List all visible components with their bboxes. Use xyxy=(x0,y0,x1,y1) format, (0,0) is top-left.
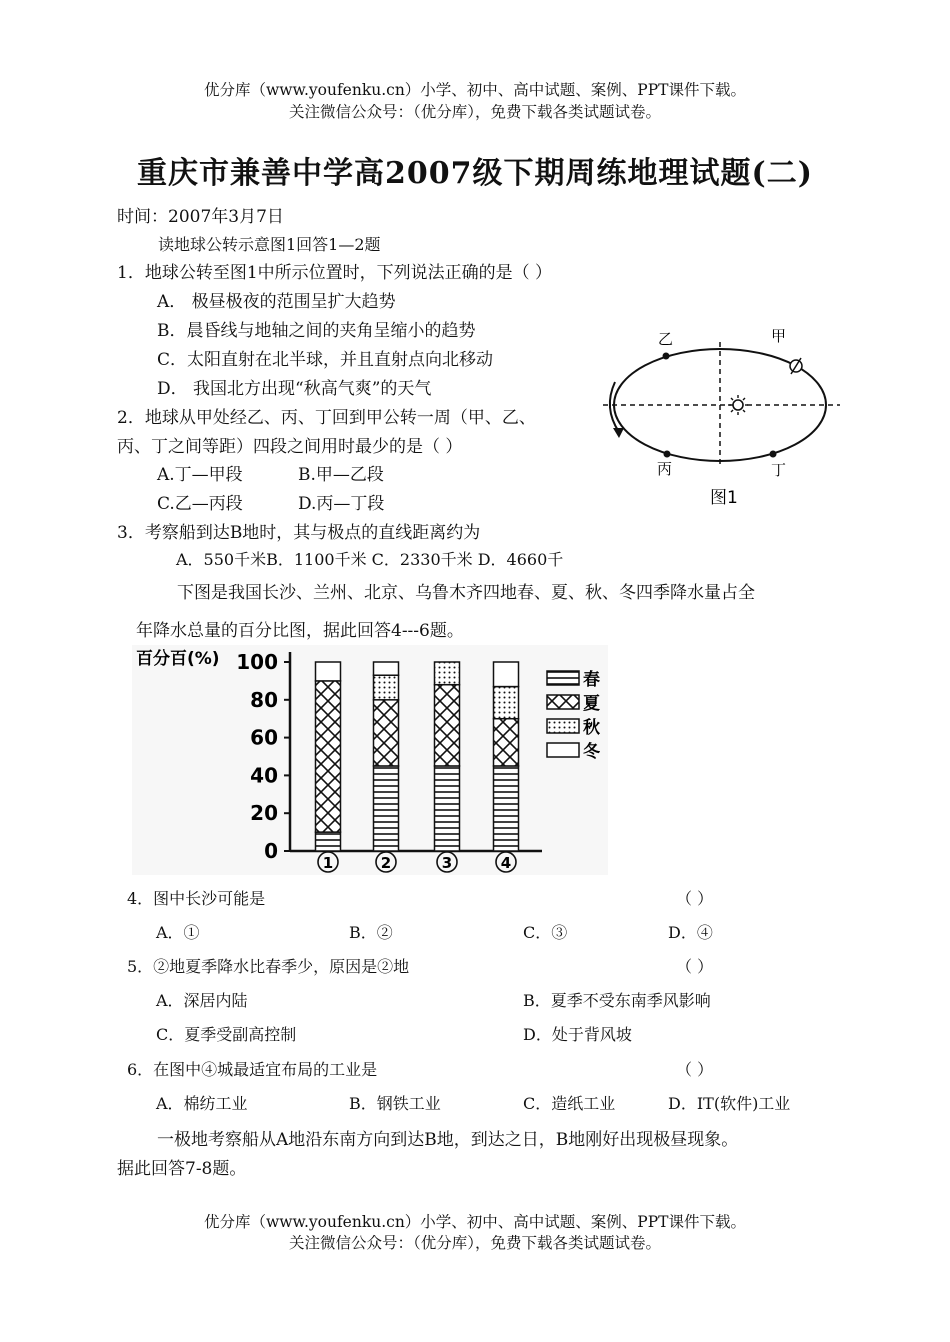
q5-stem: 5．②地夏季降水比春季少，原因是②地 xyxy=(127,957,410,976)
legend-swatch xyxy=(547,743,579,757)
bar-segment-秋 xyxy=(494,687,519,719)
q2-option-a: A.丁—甲段 xyxy=(157,465,243,485)
sun-icon xyxy=(728,395,748,415)
q1-option-d: D． 我国北方出现“秋高气爽”的天气 xyxy=(157,379,432,399)
bar-segment-冬 xyxy=(374,662,399,675)
q6-answer-paren: （ ） xyxy=(676,1060,714,1079)
category-label: 3 xyxy=(441,854,453,872)
legend-swatch xyxy=(547,695,579,709)
q2-option-c: C.乙—丙段 xyxy=(157,494,243,514)
y-tick-label: 20 xyxy=(250,801,278,826)
bar-segment-秋 xyxy=(435,662,460,685)
q3-stem: 3．考察船到达B地时，其与极点的直线距离约为 xyxy=(117,523,481,543)
q4-stem: 4．图中长沙可能是 xyxy=(127,889,266,908)
label-bing: 丙 xyxy=(657,460,673,478)
q5-option-b: B．夏季不受东南季风影响 xyxy=(523,991,711,1010)
label-yi: 乙 xyxy=(658,330,674,348)
bar-segment-夏 xyxy=(374,700,399,766)
footer-line-2: 关注微信公众号：（优分库），免费下载各类试题试卷。 xyxy=(288,1234,661,1252)
figure-1-caption: 图1 xyxy=(710,488,738,508)
earth-jia-icon xyxy=(790,358,802,374)
footer-line-1: 优分库（www.youfenku.cn）小学、初中、高中试题、案例、PPT课件下载。 xyxy=(203,1213,747,1231)
position-bing-dot xyxy=(664,451,671,458)
y-tick-label: 80 xyxy=(250,687,278,712)
bar-segment-春 xyxy=(435,766,460,851)
page-title: 重庆市兼善中学高2007级下期周练地理试题(二) xyxy=(137,156,813,191)
bar-segment-春 xyxy=(494,766,519,851)
category-label: 2 xyxy=(380,854,392,872)
q2-option-d: D.丙—丁段 xyxy=(298,494,385,514)
q1-option-b: B．晨昏线与地轴之间的夹角呈缩小的趋势 xyxy=(157,321,476,341)
legend-label: 秋 xyxy=(583,718,600,738)
legend-label: 春 xyxy=(583,670,600,690)
bar-segment-夏 xyxy=(435,685,460,766)
intro-3-line-2: 据此回答7-8题。 xyxy=(117,1159,247,1179)
legend-swatch xyxy=(547,719,579,733)
legend-label: 冬 xyxy=(583,742,600,762)
category-label: 1 xyxy=(322,854,334,872)
intro-2-line-2: 年降水总量的百分比图，据此回答4---6题。 xyxy=(136,621,464,641)
chart-title: 百分百(%) xyxy=(136,649,220,669)
q3-options: A．550千米B．1100千米 C．2330千米 D．4660千 xyxy=(176,550,564,569)
y-tick-label: 0 xyxy=(264,839,278,863)
bar-segment-冬 xyxy=(316,662,341,681)
q6-option-d: D．IT(软件)工业 xyxy=(668,1094,791,1113)
q6-option-c: C．造纸工业 xyxy=(523,1094,616,1113)
position-yi-dot xyxy=(663,353,670,360)
q6-stem: 6．在图中④城最适宜布局的工业是 xyxy=(127,1060,378,1079)
q1-option-c: C．太阳直射在北半球，并且直射点向北移动 xyxy=(157,350,494,370)
intro-2-line-1: 下图是我国长沙、兰州、北京、乌鲁木齐四地春、夏、秋、冬四季降水量占全 xyxy=(177,583,755,603)
q2-stem-1: 2．地球从甲处经乙、丙、丁回到甲公转一周（甲、乙、 xyxy=(117,408,536,428)
precipitation-chart xyxy=(132,645,608,875)
bar-segment-夏 xyxy=(316,681,341,832)
position-ding-dot xyxy=(770,451,777,458)
intro-3-line-1: 一极地考察船从A地沿东南方向到达B地，到达之日，B地刚好出现极昼现象。 xyxy=(157,1130,739,1150)
bar-segment-秋 xyxy=(374,675,399,700)
q4-option-a: A．① xyxy=(156,923,200,942)
q4-option-c: C．③ xyxy=(523,923,568,942)
bar-segment-春 xyxy=(316,832,341,851)
q2-stem-2: 丙、丁之间等距）四段之间用时最少的是（ ） xyxy=(117,437,463,457)
q5-option-c: C．夏季受副高控制 xyxy=(156,1025,297,1044)
orbit-diagram xyxy=(595,320,845,515)
q6-option-b: B．钢铁工业 xyxy=(349,1094,441,1113)
bar-segment-春 xyxy=(374,766,399,851)
header-line-1: 优分库（www.youfenku.cn）小学、初中、高中试题、案例、PPT课件下载。 xyxy=(203,81,747,99)
intro-1: 读地球公转示意图1回答1—2题 xyxy=(158,235,381,254)
y-tick-label: 100 xyxy=(236,650,278,674)
bar-segment-夏 xyxy=(494,719,519,766)
q1-option-a: A． 极昼极夜的范围呈扩大趋势 xyxy=(157,292,396,312)
q2-option-b: B.甲—乙段 xyxy=(298,465,384,485)
label-ding: 丁 xyxy=(771,461,787,479)
q6-option-a: A．棉纺工业 xyxy=(156,1094,248,1113)
q5-option-d: D．处于背风坡 xyxy=(523,1025,632,1044)
q4-option-b: B．② xyxy=(349,923,393,942)
legend-swatch xyxy=(547,671,579,685)
q4-option-d: D．④ xyxy=(668,923,713,942)
exam-date: 时间：2007年3月7日 xyxy=(117,207,284,227)
y-tick-label: 40 xyxy=(250,763,278,788)
bar-segment-冬 xyxy=(494,662,519,687)
q5-answer-paren: （ ） xyxy=(676,957,714,976)
legend-label: 夏 xyxy=(583,694,600,714)
y-tick-label: 60 xyxy=(250,725,278,750)
header-line-2: 关注微信公众号：（优分库），免费下载各类试题试卷。 xyxy=(288,103,661,121)
label-jia: 甲 xyxy=(771,327,787,345)
category-label: 4 xyxy=(500,854,512,872)
q1-stem: 1．地球公转至图1中所示位置时，下列说法正确的是（ ） xyxy=(117,263,553,283)
q5-option-a: A．深居内陆 xyxy=(156,991,248,1010)
q4-answer-paren: （ ） xyxy=(676,889,714,908)
